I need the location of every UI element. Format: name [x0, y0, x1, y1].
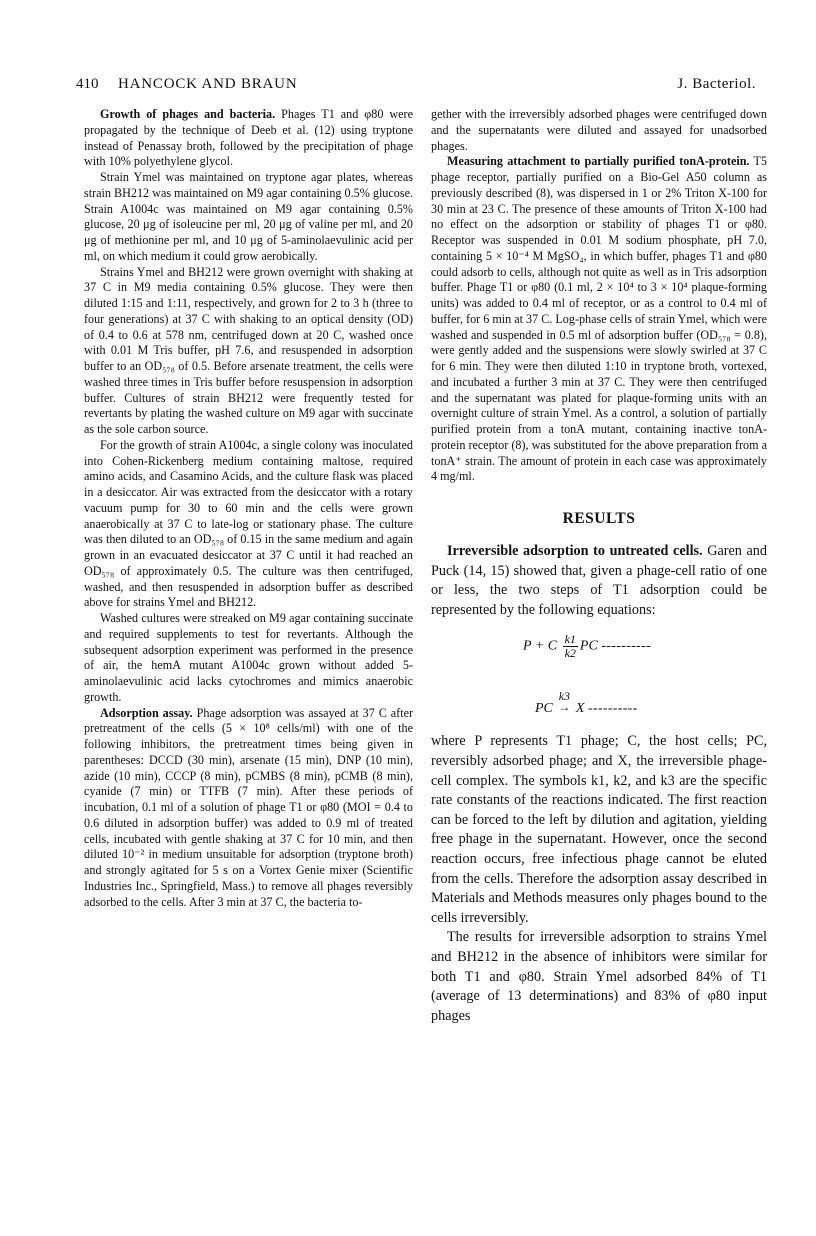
paragraph-continuation: gether with the irreversibly adsorbed phages were centrifuged down and the supernatants were diluted and assayed for unadsorbed phages.: [431, 107, 767, 153]
paragraph-text: Phages T1 and φ80 were propagated by the technique of Deeb et al. (12) using tryptone instead of Penassay broth, followed by the precipitation of phage with 10% polyethylene glycol.: [84, 107, 413, 169]
paragraph-growth-phages: [84, 107, 413, 170]
equation-leader-dashes: ----------: [587, 701, 638, 717]
page-number: 410: [76, 76, 99, 92]
equation-irreversible: [535, 691, 638, 717]
arrow-icon: →: [558, 700, 571, 715]
left-column: [84, 107, 413, 910]
right-column: [431, 107, 767, 1026]
equation-term: P + C: [523, 639, 558, 655]
section-heading-irreversible: Irreversible adsorption to untreated cells.: [447, 543, 703, 559]
journal-name: J. Bacteriol.: [677, 76, 756, 92]
rate-constant-k3: k3: [558, 689, 571, 704]
paragraph-measuring-attachment: [431, 154, 767, 485]
equation-leader-dashes: ----------: [601, 639, 651, 655]
equation-term: PC: [579, 639, 598, 655]
paragraph-irreversible-adsorption: [431, 542, 767, 620]
paragraph-text: Phage adsorption was assayed at 37 C after pretreatment of the cells (5 × 10⁸ cells/ml) with one of the following inhibitors, the pretreatment times being given in parentheses: DCCD (30 min), arsenate (15 min), DNP (10 min), azide (10 min), CCCP (8 min), pCMBS (8 min), pCMB (8 min), cyanide (7 min) or TTFB (7 min). After these periods of incubation, 0.1 ml of a solution of phage T1 or φ80 (MOI = 0.4 to 0.6 diluted in adsorption buffer) was added to 0.9 ml of treated cells, incubated with gentle shaking at 37 C for 10 min, and then diluted 10⁻² in medium unsuitable for adsorption (tryptone broth) and strongly agitated for 5 s on a Vortex Genie mixer (Scientific Industries Inc., Springfield, Mass.) to remove all phages reversibly adsorbed to the cells. After 3 min at 37 C, the bacteria to-: [84, 705, 413, 909]
rate-constant-k2: k2: [564, 646, 576, 661]
section-heading-growth: Growth of phages and bacteria.: [100, 107, 276, 121]
paragraph-strain-growth: Strains Ymel and BH212 were grown overnight with shaking at 37 C in M9 media containing 0.5% glucose. They were then diluted 1:15 and 1:11, respectively, and grown for 2 to 3 h (three to four generations) at 37 C with shaking to an optical density (OD) of 0.4 to 0.6 at 578 nm, centrifuged down at 20 C, washed once with 0.01 M Tris buffer, pH 7.6, and resuspended in adsorption buffer to an OD₅₇₈ of 0.5. Before arsenate treatment, the cells were washed three times in Tris buffer before resuspension in adsorption buffer. Cultures of strain BH212 were frequently tested for revertants by plating the washed culture on M9 agar with succinate as the sole carbon source.: [84, 264, 413, 436]
reaction-arrow: [558, 689, 571, 715]
equations-block: [431, 620, 767, 732]
results-heading: RESULTS: [562, 510, 636, 527]
paragraph-text: Garen and Puck (14, 15) showed that, given a phage-cell ratio of one or less, the two steps of T1 adsorption could be represented by the following equations:: [431, 543, 767, 618]
paragraph-a1004c-growth: For the growth of strain A1004c, a single colony was inoculated into Cohen-Rickenberg medium containing maltose, required amino acids, and Casamino Acids, and the culture flask was placed in a desiccator. Air was extracted from the desiccator with a rotary vacuum pump for 30 to 60 min and the cells were grown anaerobically at 37 C to late-log or stationary phase. The culture was then diluted to an OD₅₇₈ of 0.15 in the same medium and again grown in an evacuated desiccator at 37 C until it had reached an OD₅₇₈ of approximately 0.5. The culture was then centrifuged, washed, and then resuspended in adsorption buffer as described above for strains Ymel and BH212.: [84, 437, 413, 610]
paragraph-adsorption-assay: [84, 706, 413, 911]
rate-constant-k1: k1: [564, 632, 576, 647]
paragraph-where-definitions: where P represents T1 phage; C, the host cells; PC, reversibly adsorbed phage; and X, the irreversible phage-cell complex. The symbols k1, k2, and k3 are the specific rate constants of the reactions indicated. The first reaction can be forced to the left by dilution and agitation, yielding free phage in the supernatant. However, once the second reaction occurs, free infectious phage cannot be eluted from the cells. Therefore the adsorption assay described in Materials and Methods measures only phages bound to the cells irreversibly.: [431, 733, 767, 926]
rate-constants-fraction: [563, 633, 578, 660]
running-authors: HANCOCK AND BRAUN: [118, 76, 298, 92]
paragraph-text: T5 phage receptor, partially purified on a Bio-Gel A50 column as previously described (8), was dispersed in 1 or 2% Triton X-100 for 30 min at 23 C. The presence of these amounts of Triton X-100 had no effect on the adsorption or stability of phages T1 or φ80. Receptor was suspended in 0.01 M sodium phosphate, pH 7.0, containing 5 × 10⁻⁴ M MgSO₄, in which buffer, phages T1 and φ80 could adsorb to cells, although not quite as well as in Tris adsorption buffer. Phage T1 or φ80 (0.1 ml, 2 × 10⁴ to 3 × 10⁴ plaque-forming units) was added to 0.4 ml of receptor, or as a control to 0.4 ml of buffer, for 6 min at 37 C. Log-phase cells of strain Ymel, which were washed and suspended in 0.5 ml of adsorption buffer (OD₅₇₈ = 0.8), were gently added and the suspensions were slowly swirled at 37 C for 6 min. They were then diluted 1:10 in tryptone broth, vortexed, and incubated a further 3 min at 37 C. They were then centrifuged and the supernatant was plated for plaque-forming units with an overnight culture of strain Ymel. As a control, a solution of partially purified protein from a tonA mutant, containing inactive tonA-protein receptor (8), was substituted for the above preparation from a tonA⁺ strain. The amount of protein in each case was approximately 4 mg/ml.: [431, 154, 767, 484]
equation-term: X: [575, 701, 585, 717]
section-heading-measuring: Measuring attachment to partially purified tonA-protein.: [447, 154, 750, 169]
paragraph-results-inhibitors: The results for irreversible adsorption to strains Ymel and BH212 in the absence of inhibitors were similar for both T1 and φ80. Strain Ymel adsorbed 84% of T1 (average of 13 determinations) and 83% of φ80 input phages: [431, 929, 767, 1024]
equation-term: PC: [535, 701, 553, 717]
page-header: [76, 76, 756, 96]
paragraph-revertants: Washed cultures were streaked on M9 agar containing succinate and required supplements to test for revertants. Although the subsequent adsorption experiment was performed in the presence of air, the hemA mutant A1004c grown without added 5-aminolaevulinic acid lacks cytochromes and mimics anaerobic growth.: [84, 611, 413, 704]
paragraph-strain-maintenance: Strain Ymel was maintained on tryptone agar plates, whereas strain BH212 was maintained on M9 agar containing 0.5% glucose. Strain A1004c was maintained on M9 agar containing 0.5% glucose, 20 μg of isoleucine per ml, 20 μg of valine per ml, and 20 μg of methionine per ml, and 10 μg of 5-aminolaevulinic acid per ml, on which medium it could grow aerobically.: [84, 170, 413, 263]
section-heading-adsorption-assay: Adsorption assay.: [100, 705, 193, 720]
equation-reversible: [523, 633, 651, 660]
results-section: [431, 542, 767, 1026]
